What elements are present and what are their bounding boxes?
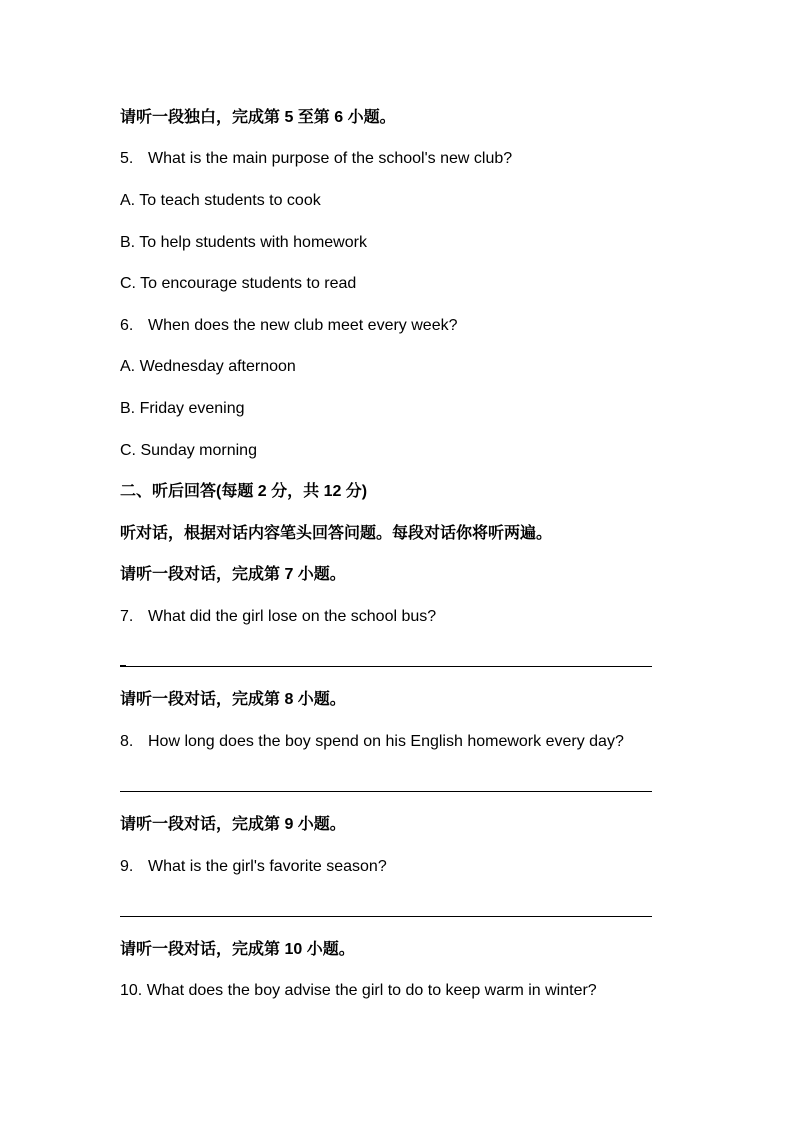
option-6c: C. Sunday morning [120,442,257,459]
question-number: 5. [120,150,134,167]
question-text: How long does the boy spend on his English homework every day? [148,733,624,750]
section-heading: 二、听后回答(每题 2 分，共 12 分) [120,483,368,500]
question-number: 8. [120,733,134,750]
question-10: 10. What does the boy advise the girl to do to keep warm in winter? [120,982,597,999]
option-5b: B. To help students with homework [120,234,367,251]
question-5 [120,149,512,169]
option-6b: B. Friday evening [120,400,245,417]
answer-line-9[interactable] [120,916,652,917]
option-5c: C. To encourage students to read [120,275,357,292]
question-9 [120,857,387,877]
question-8 [120,732,624,752]
answer-line-8[interactable] [120,791,652,792]
question-7 [120,607,436,627]
question-text: What is the girl's favorite season? [148,858,387,875]
question-6 [120,316,458,336]
question-text: When does the new club meet every week? [148,317,458,334]
instruction-q9: 请听一段对话，完成第 9 小题。 [120,816,346,833]
question-number: 7. [120,608,134,625]
instruction-q8: 请听一段对话，完成第 8 小题。 [120,691,346,708]
instruction-q10: 请听一段对话，完成第 10 小题。 [120,941,355,958]
instruction-q7: 请听一段对话，完成第 7 小题。 [120,566,346,583]
instruction-q5-6: 请听一段独白，完成第 5 至第 6 小题。 [120,109,396,126]
option-6a: A. Wednesday afternoon [120,358,296,375]
option-5a: A. To teach students to cook [120,192,321,209]
section-instruction: 听对话，根据对话内容笔头回答问题。每段对话你将听两遍。 [120,525,553,542]
question-number: 9. [120,858,134,875]
question-text: What is the main purpose of the school's new club? [148,150,513,167]
answer-line-7[interactable] [120,666,652,667]
question-text: What did the girl lose on the school bus? [148,608,437,625]
question-number: 6. [120,317,134,334]
